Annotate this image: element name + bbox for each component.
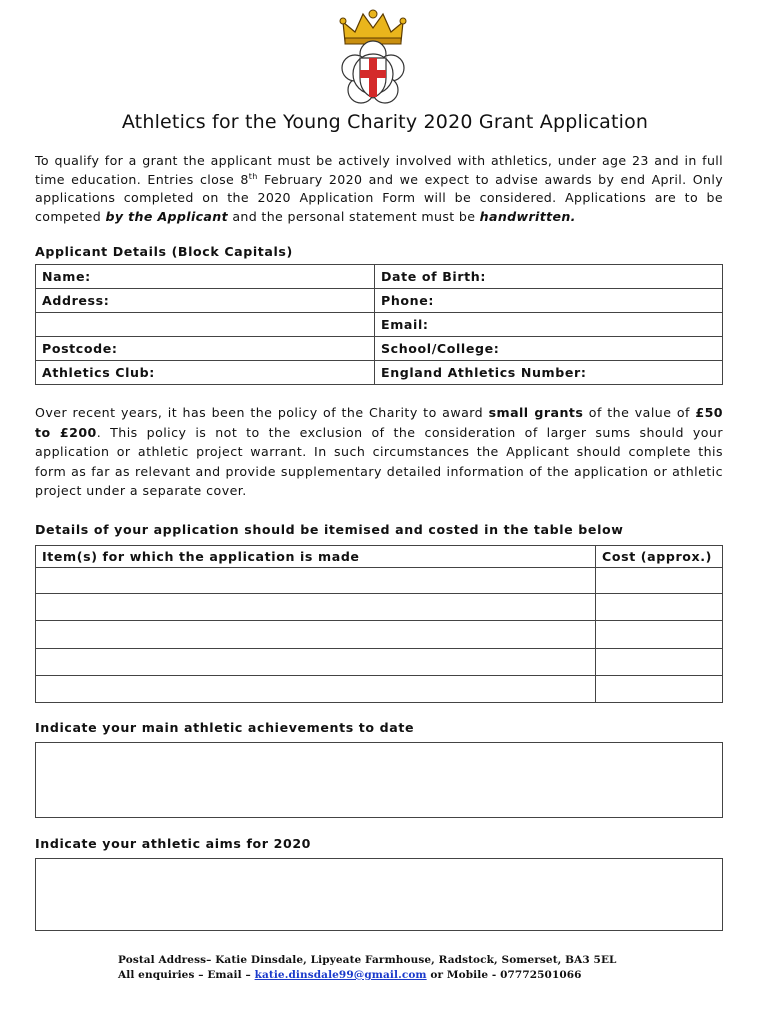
aims-input-box[interactable] (35, 858, 723, 931)
athletics-club-field[interactable]: Athletics Club: (36, 361, 375, 385)
policy-paragraph: Over recent years, it has been the policy of the Charity to award small grants of the value of £50 to £200. This policy is not to the exclusion of the consideration of larger sums should your application or athletic project warrant. In such circumstances the Applicant should complete this form as far as relevant and provide supplementary detailed information of the application or athletic project under a separate cover. (35, 405, 723, 498)
items-cost-table (35, 545, 723, 703)
cost-cell[interactable] (596, 621, 723, 649)
item-cell[interactable] (36, 676, 596, 703)
achievements-heading: Indicate your main athletic achievements to date (35, 720, 415, 735)
charity-crest-logo (339, 8, 407, 106)
applicant-details-table (35, 264, 723, 385)
item-cell[interactable] (36, 649, 596, 676)
address-field-continued[interactable] (36, 313, 375, 337)
item-cell[interactable] (36, 568, 596, 594)
cost-column-header: Cost (approx.) (596, 546, 723, 568)
item-cell[interactable] (36, 594, 596, 621)
school-field[interactable]: School/College: (375, 337, 723, 361)
contact-email-link[interactable]: katie.dinsdale99@gmail.com (254, 969, 427, 981)
item-column-header: Item(s) for which the application is made (36, 546, 596, 568)
postcode-field[interactable]: Postcode: (36, 337, 375, 361)
enquiries-line: All enquiries – Email – katie.dinsdale99@gmail.com or Mobile - 07772501066 (118, 969, 582, 981)
cost-cell[interactable] (596, 594, 723, 621)
england-athletics-number-field[interactable]: England Athletics Number: (375, 361, 723, 385)
phone-field[interactable]: Phone: (375, 289, 723, 313)
applicant-details-heading: Applicant Details (Block Capitals) (35, 244, 293, 259)
cost-cell[interactable] (596, 649, 723, 676)
intro-paragraph: To qualify for a grant the applicant must be actively involved with athletics, under age 23 and in full time education. Entries close 8th February 2020 and we expect to advise awards by end April. Only applications completed on the 2020 Application Form will be considered. Applications are to be competed by the Applicant and the personal statement must be handwritten. (35, 153, 723, 224)
dob-field[interactable]: Date of Birth: (375, 265, 723, 289)
page-title: Athletics for the Young Charity 2020 Grant Application (121, 111, 649, 133)
items-heading: Details of your application should be itemised and costed in the table below (35, 522, 624, 537)
aims-heading: Indicate your athletic aims for 2020 (35, 836, 312, 851)
cost-cell[interactable] (596, 676, 723, 703)
item-cell[interactable] (36, 621, 596, 649)
footer-contact (118, 953, 617, 983)
email-field[interactable]: Email: (375, 313, 723, 337)
name-field[interactable]: Name: (36, 265, 375, 289)
achievements-input-box[interactable] (35, 742, 723, 818)
address-field[interactable]: Address: (36, 289, 375, 313)
postal-address: Postal Address– Katie Dinsdale, Lipyeate Farmhouse, Radstock, Somerset, BA3 5EL (118, 954, 617, 966)
cost-cell[interactable] (596, 568, 723, 594)
